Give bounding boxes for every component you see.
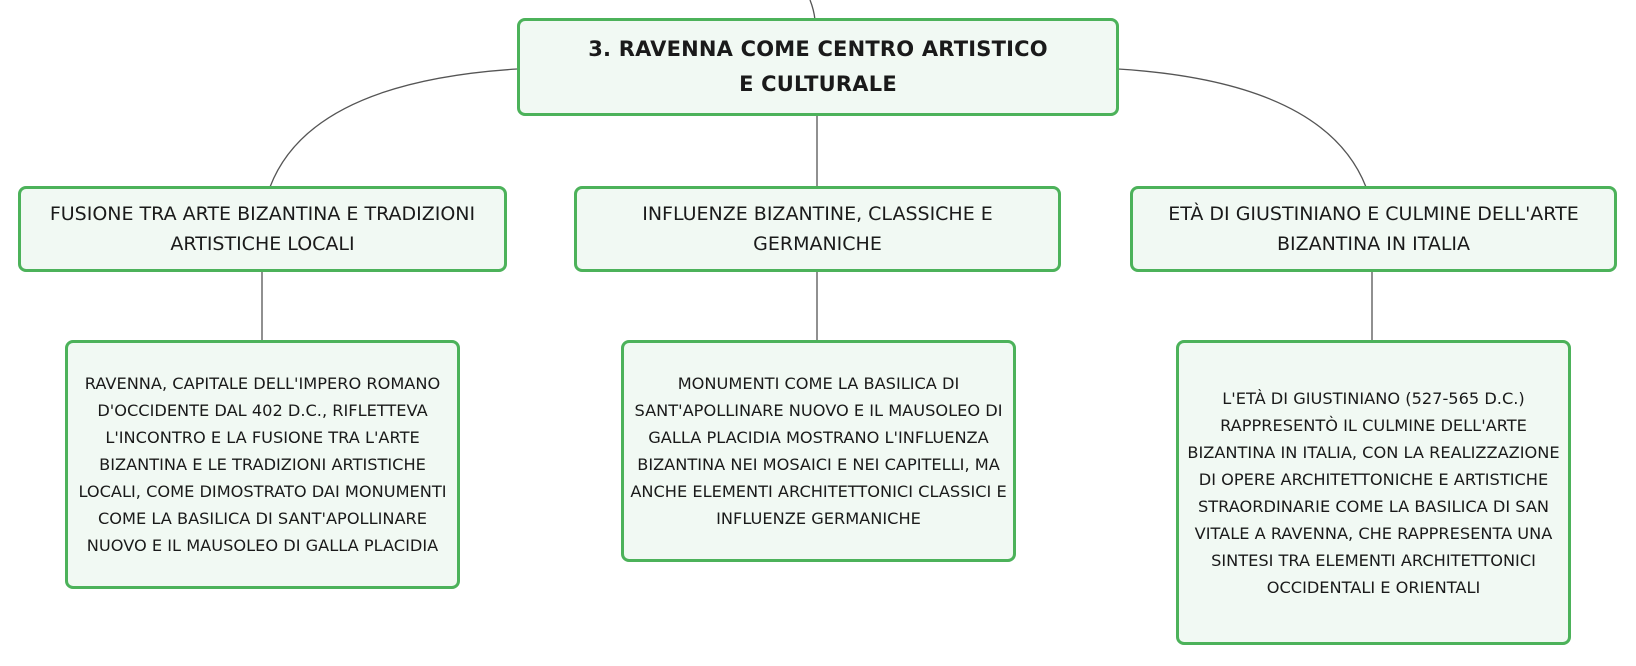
- branch-topic-influences[interactable]: [574, 186, 1061, 272]
- detail-topic-fusion[interactable]: [65, 340, 460, 589]
- branch-topic-label: INFLUENZE BIZANTINE, CLASSICHE E GERMANICHE: [642, 203, 993, 255]
- connector-parent-to-root: [810, 0, 815, 20]
- detail-topic-text: RAVENNA, CAPITALE DELL'IMPERO ROMANO D'OCCIDENTE DAL 402 D.C., RIFLETTEVA L'INCONTRO E LA FUSIONE TRA L'ARTE BIZANTINA E LE TRADIZIONI ARTISTICHE LOCALI, COME DIMOSTRATO DAI MONUMENTI COME LA BASILICA DI SANT'APOLLINARE NUOVO E IL MAUSOLEO DI GALLA PLACIDIA: [78, 374, 447, 555]
- connector-root-to-branch-1: [270, 69, 517, 187]
- detail-topic-text: L'ETÀ DI GIUSTINIANO (527-565 D.C.) RAPPRESENTÒ IL CULMINE DELL'ARTE BIZANTINA IN ITALIA, CON LA REALIZZAZIONE DI OPERE ARCHITETTONICHE E ARTISTICHE STRAORDINARIE COME LA BASILICA DI SAN VITALE A RAVENNA, CHE RAPPRESENTA UNA SINTESI TRA ELEMENTI ARCHITETTONICI OCCIDENTALI E ORIENTALI: [1187, 388, 1560, 597]
- branch-topic-label: FUSIONE TRA ARTE BIZANTINA E TRADIZIONI ARTISTICHE LOCALI: [49, 203, 476, 255]
- branch-topic-label: ETÀ DI GIUSTINIANO E CULMINE DELL'ARTE BIZANTINA IN ITALIA: [1168, 203, 1579, 255]
- connector-root-to-branch-3: [1118, 69, 1366, 187]
- root-topic-title: 3. RAVENNA COME CENTRO ARTISTICO E CULTURALE: [588, 37, 1048, 96]
- branch-topic-fusion[interactable]: [18, 186, 507, 272]
- detail-topic-justinian[interactable]: [1176, 340, 1571, 645]
- root-topic[interactable]: [517, 18, 1119, 116]
- detail-topic-influences[interactable]: [621, 340, 1016, 562]
- detail-topic-text: MONUMENTI COME LA BASILICA DI SANT'APOLLINARE NUOVO E IL MAUSOLEO DI GALLA PLACIDIA MOSTRANO L'INFLUENZA BIZANTINA NEI MOSAICI E NEI CAPITELLI, MA ANCHE ELEMENTI ARCHITETTONICI CLASSICI E INFLUENZE GERMANICHE: [630, 374, 1007, 528]
- branch-topic-justinian[interactable]: [1130, 186, 1617, 272]
